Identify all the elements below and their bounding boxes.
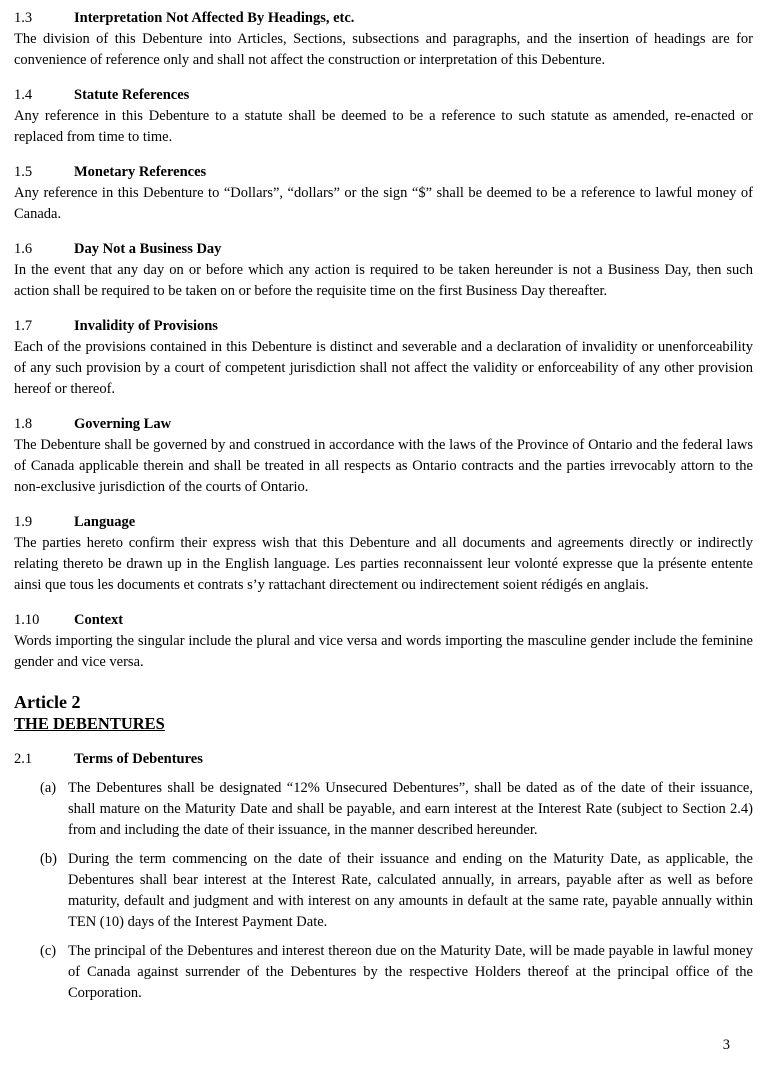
section-heading: [14, 85, 753, 106]
list-item-text: The Debentures shall be designated “12% Unsecured Debentures”, shall be dated as of the date of their issuance, shall mature on the Maturity Date and shall be payable, and earn interest at the Interest Rate (subject to Section 2.4) from and including the date of their issuance, in the manner described hereunder.: [68, 780, 753, 838]
article-subtitle: THE DEBENTURES: [14, 714, 165, 733]
section-number: 1.3: [14, 10, 33, 26]
section-number: 1.5: [14, 164, 33, 180]
list-item-text: The principal of the Debentures and interest thereon due on the Maturity Date, will be made payable in lawful money of Canada against surrender of the Debentures by the respective Holders thereof at the principal office of the Corporation.: [68, 943, 753, 1001]
section-title: Governing Law: [74, 416, 172, 432]
document-section: [14, 85, 753, 148]
list-item-label: (c): [40, 943, 57, 959]
section-heading: [14, 316, 753, 337]
section-title: Context: [74, 612, 124, 628]
paragraph: The Debenture shall be governed by and construed in accordance with the laws of the Province of Ontario and the federal laws of Canada applicable therein and shall be treated in all respects as Ontario contracts and the parties irrevocably attorn to the non-exclusive jurisdiction of the courts of Ontario.: [14, 437, 753, 495]
document-section: [14, 749, 753, 1004]
document-section: [14, 610, 753, 673]
article-title: Article 2: [14, 692, 81, 712]
page-number: 3: [722, 1037, 730, 1053]
document-section: [14, 162, 753, 225]
list-item: [40, 778, 753, 841]
section-number: 2.1: [14, 751, 33, 767]
section-heading: [14, 512, 753, 533]
section-title: Statute References: [74, 87, 190, 103]
section-title: Terms of Debentures: [74, 751, 203, 767]
section-title: Language: [74, 514, 136, 530]
paragraph: Any reference in this Debenture to “Dollars”, “dollars” or the sign “$” shall be deemed to be a reference to lawful money of Canada.: [14, 185, 753, 222]
paragraph: Words importing the singular include the plural and vice versa and words importing the masculine gender include the feminine gender and vice versa.: [14, 633, 753, 670]
section-title: Invalidity of Provisions: [74, 318, 218, 334]
section-number: 1.8: [14, 416, 33, 432]
list-item: [40, 849, 753, 933]
list-item-text: During the term commencing on the date of their issuance and ending on the Maturity Date, as applicable, the Debentures shall bear interest at the Interest Rate, calculated annually, in arrears, payable after as well as before maturity, default and judgment and with interest on any amounts in default at the same rate, payable annually within TEN (10) days of the Interest Payment Date.: [68, 851, 753, 930]
section-number: 1.7: [14, 318, 33, 334]
paragraph: Each of the provisions contained in this Debenture is distinct and severable and a declaration of invalidity or unenforceability of any such provision by a court of competent jurisdiction shall not affect the validity or enforceability of any other provision hereof or thereof.: [14, 339, 753, 397]
paragraph: The division of this Debenture into Articles, Sections, subsections and paragraphs, and the insertion of headings are for convenience of reference only and shall not affect the construction or interpretation of this Debenture.: [14, 31, 753, 68]
list-item-label: (b): [40, 851, 57, 867]
paragraph: Any reference in this Debenture to a statute shall be deemed to be a reference to such statute as amended, re-enacted or replaced from time to time.: [14, 108, 753, 145]
section-number: 1.6: [14, 241, 33, 257]
document-body: [14, 8, 753, 1004]
section-heading: [14, 610, 753, 631]
section-number: 1.10: [14, 612, 40, 628]
list-item-label: (a): [40, 780, 57, 796]
list-item: [40, 941, 753, 1004]
document-section: [14, 239, 753, 302]
document-section: [14, 316, 753, 400]
section-heading: [14, 414, 753, 435]
section-number: 1.9: [14, 514, 33, 530]
section-title: Monetary References: [74, 164, 207, 180]
document-section: [14, 512, 753, 596]
section-number: 1.4: [14, 87, 33, 103]
article-heading: [14, 691, 753, 735]
document-section: [14, 414, 753, 498]
section-heading: [14, 8, 753, 29]
paragraph: The parties hereto confirm their express wish that this Debenture and all documents and agreements directly or indirectly relating thereto be drawn up in the English language. Les parties reconnaissent leur volonté expresse que la présente entente ainsi que tous les documents et contrats s’y rattachant directement ou indirectement soient rédigés en anglais.: [14, 535, 753, 593]
paragraph: In the event that any day on or before which any action is required to be taken hereunder is not a Business Day, then such action shall be required to be taken on or before the requisite time on the first Business Day thereafter.: [14, 262, 753, 299]
section-title: Day Not a Business Day: [74, 241, 222, 257]
section-title: Interpretation Not Affected By Headings, etc.: [74, 10, 355, 26]
section-heading: [14, 162, 753, 183]
document-section: [14, 8, 753, 71]
section-heading: [14, 749, 753, 770]
section-heading: [14, 239, 753, 260]
